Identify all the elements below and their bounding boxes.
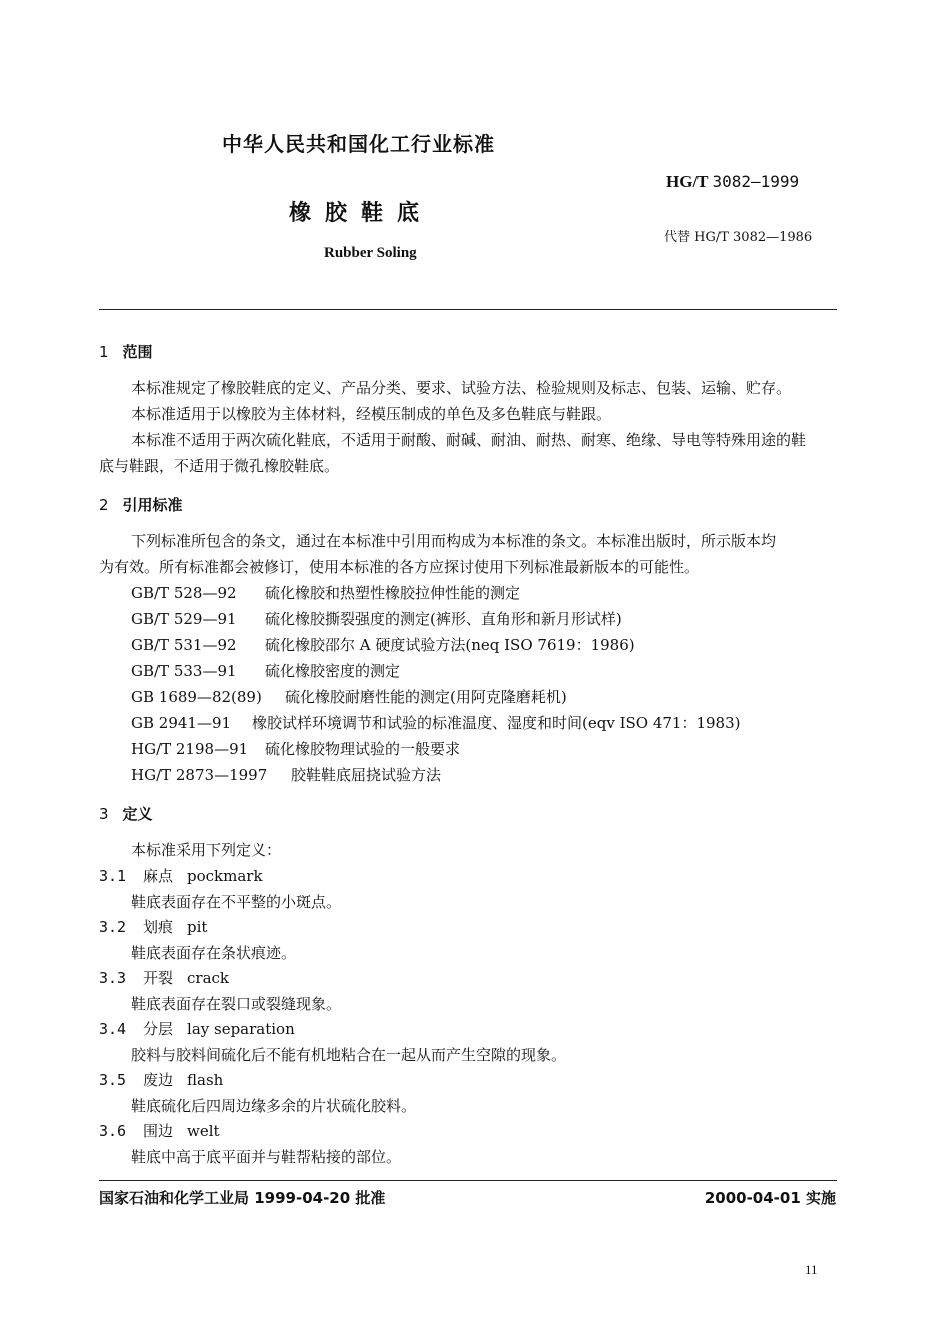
- section-title: 引用标准: [122, 496, 183, 514]
- term-en: flash: [187, 1071, 224, 1089]
- definition-text: 鞋底表面存在不平整的小斑点。: [131, 893, 342, 911]
- reference-code: HG/T 2873—1997: [131, 766, 268, 784]
- section-2-heading: [99, 494, 183, 515]
- term-en: pit: [187, 918, 208, 936]
- definition-term: [143, 1067, 223, 1093]
- section-number: 2: [99, 496, 109, 514]
- term-zh: 分层: [143, 1020, 174, 1038]
- reference-title: 橡胶试样环境调节和试验的标准温度、湿度和时间(eqv ISO 471：1983): [252, 714, 741, 732]
- paragraph: 本标准规定了橡胶鞋底的定义、产品分类、要求、试验方法、检验规则及标志、包装、运输、贮存。: [131, 379, 792, 397]
- reference-code: GB 2941—91: [131, 714, 232, 732]
- national-standard-title: 中华人民共和国化工行业标准: [222, 132, 495, 156]
- standard-number: [666, 172, 799, 192]
- reference-title: 硫化橡胶撕裂强度的测定(裤形、直角形和新月形试样): [265, 610, 622, 628]
- definition-text: 鞋底硫化后四周边缘多余的片状硫化胶料。: [131, 1097, 417, 1115]
- reference-code: GB/T 528—92: [131, 584, 237, 602]
- definition-term: [143, 1016, 295, 1042]
- reference-title: 硫化橡胶邵尔 A 硬度试验方法(neq ISO 7619：1986): [265, 636, 635, 654]
- term-zh: 废边: [143, 1071, 174, 1089]
- reference-title: 硫化橡胶耐磨性能的测定(用阿克隆磨耗机): [285, 688, 567, 706]
- term-en: lay separation: [187, 1020, 295, 1038]
- document-title-zh: 橡胶鞋底: [289, 201, 434, 226]
- definition-term: [143, 863, 263, 889]
- definition-number: 3.4: [99, 1020, 127, 1038]
- definition-term: [143, 914, 207, 940]
- term-zh: 围边: [143, 1122, 174, 1140]
- reference-title: 硫化橡胶物理试验的一般要求: [265, 740, 461, 758]
- reference-title: 胶鞋鞋底屈挠试验方法: [291, 766, 442, 784]
- definition-text: 鞋底中高于底平面并与鞋帮粘接的部位。: [131, 1148, 402, 1166]
- term-zh: 划痕: [143, 918, 174, 936]
- section-3-heading: [99, 803, 153, 824]
- paragraph: 本标准采用下列定义：: [131, 841, 282, 859]
- reference-code: GB/T 531—92: [131, 636, 237, 654]
- standard-prefix: HG/T: [666, 172, 709, 191]
- reference-item: [131, 606, 622, 632]
- definition-text: 鞋底表面存在条状痕迹。: [131, 944, 297, 962]
- paragraph: 下列标准所包含的条文，通过在本标准中引用而构成为本标准的条文。本标准出版时，所示版本均: [131, 532, 777, 550]
- definition-text: 鞋底表面存在裂口或裂缝现象。: [131, 995, 342, 1013]
- definition-number: 3.1: [99, 867, 127, 885]
- reference-item: [131, 684, 567, 710]
- paragraph: 本标准适用于以橡胶为主体材料，经模压制成的单色及多色鞋底与鞋跟。: [131, 405, 612, 423]
- replaces-standard: 代替 HG/T 3082—1986: [664, 230, 813, 245]
- page-number: 11: [805, 1262, 818, 1277]
- standard-number-value: 3082—1999: [712, 172, 800, 191]
- definition-number: 3.2: [99, 918, 127, 936]
- definition-number: 3.5: [99, 1071, 127, 1089]
- paragraph: 为有效。所有标准都会被修订，使用本标准的各方应探讨使用下列标准最新版本的可能性。: [99, 558, 700, 576]
- section-title: 范围: [122, 343, 153, 361]
- definition-number: 3.3: [99, 969, 127, 987]
- document-title-en: Rubber Soling: [324, 245, 417, 261]
- section-1-heading: [99, 341, 153, 362]
- definition-number: 3.6: [99, 1122, 127, 1140]
- paragraph: 本标准不适用于两次硫化鞋底，不适用于耐酸、耐碱、耐油、耐热、耐寒、绝缘、导电等特殊用途的鞋: [131, 431, 807, 449]
- reference-title: 硫化橡胶和热塑性橡胶拉伸性能的测定: [265, 584, 521, 602]
- reference-code: GB/T 533—91: [131, 662, 237, 680]
- definition-text: 胶料与胶料间硫化后不能有机地粘合在一起从而产生空隙的现象。: [131, 1046, 567, 1064]
- reference-item: [131, 580, 520, 606]
- reference-title: 硫化橡胶密度的测定: [265, 662, 401, 680]
- term-en: welt: [187, 1122, 220, 1140]
- reference-item: [131, 762, 441, 788]
- implementation-date: 2000-04-01 实施: [704, 1189, 836, 1207]
- reference-code: HG/T 2198—91: [131, 740, 249, 758]
- section-number: 1: [99, 343, 109, 361]
- reference-item: [131, 710, 741, 736]
- definition-term: [143, 965, 229, 991]
- reference-item: [131, 736, 460, 762]
- definition-term: [143, 1118, 220, 1144]
- term-zh: 开裂: [143, 969, 174, 987]
- reference-code: GB 1689—82(89): [131, 688, 262, 706]
- term-en: pockmark: [187, 867, 263, 885]
- reference-code: GB/T 529—91: [131, 610, 237, 628]
- section-number: 3: [99, 805, 109, 823]
- reference-item: [131, 632, 635, 658]
- reference-item: [131, 658, 400, 684]
- header-divider: [99, 309, 837, 310]
- term-zh: 麻点: [143, 867, 174, 885]
- term-en: crack: [187, 969, 230, 987]
- footer-divider: [99, 1180, 837, 1181]
- approval-date: 国家石油和化学工业局 1999-04-20 批准: [99, 1189, 386, 1207]
- section-title: 定义: [122, 805, 153, 823]
- paragraph: 底与鞋跟，不适用于微孔橡胶鞋底。: [99, 457, 340, 475]
